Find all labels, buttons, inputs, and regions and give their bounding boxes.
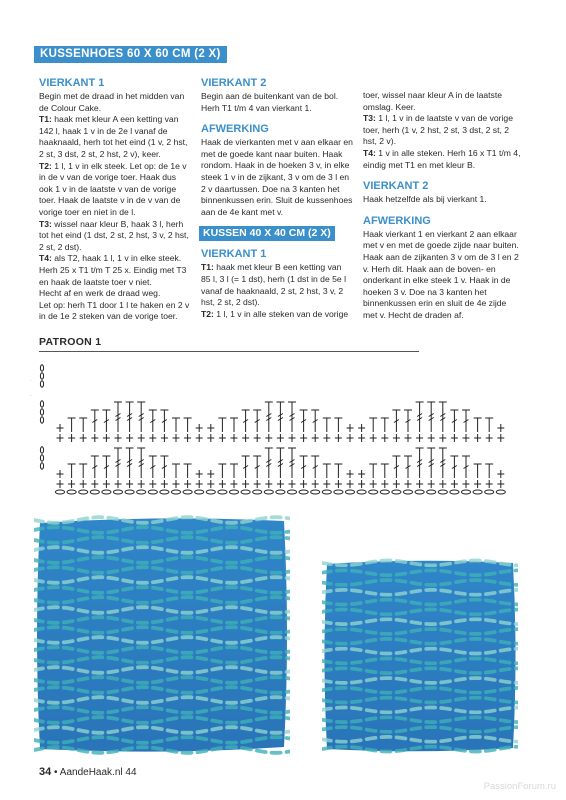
small-row-4: T4: 1 v in alle steken. Herh 16 x T1 t/m 4, eindig met T1 en met kleur B. xyxy=(363,147,521,170)
row-4: T4: als T2, haak 1 l, 1 v in elke steek. Herh 25 x T1 t/m T 25 x. Eindig met T3 en haak de laatste toer v niet. xyxy=(39,253,187,287)
vierkant-2-small-text: Haak hetzelfde als bij vierkant 1. xyxy=(363,194,487,205)
stitch-hst-r0-28 xyxy=(381,418,389,432)
page-footer xyxy=(39,766,137,778)
stitch-v-r1b-24 xyxy=(335,480,342,488)
chain-stitch-19 xyxy=(276,490,285,494)
stitch-dst-r1-33 xyxy=(439,448,447,478)
stitch-v-r1b-33 xyxy=(439,480,446,488)
chain-stitch-3 xyxy=(90,490,99,494)
stitch-v-r0b-2 xyxy=(80,434,87,442)
chain-stitch-21 xyxy=(299,490,308,494)
stitch-dst-r1-18 xyxy=(265,448,273,478)
stitch-v-r1b-28 xyxy=(381,480,388,488)
turning-chain-1-0 xyxy=(40,401,43,407)
stitch-v-r1b-9 xyxy=(161,480,168,488)
chain-stitch-31 xyxy=(415,490,424,494)
stitch-v-r0b-18 xyxy=(265,434,272,442)
stitch-v-r1b-37 xyxy=(486,480,493,488)
stitch-v-r0b-17 xyxy=(254,434,261,442)
stitch-st-r1-8 xyxy=(149,456,157,478)
turning-chain-1-1 xyxy=(40,409,43,415)
stitch-hst-r1-24 xyxy=(334,464,342,478)
stitch-hst-r1-10 xyxy=(172,464,180,478)
row-1: T1: haak met kleur A een ketting van 142 l, haak 1 v in de 2e l vanaf de haaknaald, herh tot het eind (1 v, 2 hst, 2 st, 3 dst, 2 st, 2 hst, 2 v), keer. xyxy=(39,114,188,159)
stitch-v-r1b-26 xyxy=(358,480,365,488)
stitch-v-r1-0 xyxy=(57,470,64,478)
chain-stitch-38 xyxy=(496,490,505,494)
stitch-v-r0b-37 xyxy=(486,434,493,442)
stitch-v-r0b-31 xyxy=(416,434,423,442)
stitch-v-r1b-8 xyxy=(149,480,156,488)
stitch-v-r0b-33 xyxy=(439,434,446,442)
stitch-hst-r1-14 xyxy=(218,464,226,478)
stitch-hst-r0-11 xyxy=(184,418,192,432)
stitch-st-r0-9 xyxy=(160,410,168,432)
stitch-dst-r0-32 xyxy=(427,402,435,432)
chain-stitch-4 xyxy=(102,490,111,494)
stitch-v-r1b-6 xyxy=(126,480,133,488)
stitch-v-r1b-16 xyxy=(242,480,249,488)
stitch-v-r1b-5 xyxy=(115,480,122,488)
heading-vierkant-2: VIERKANT 2 xyxy=(201,77,267,89)
stitch-v-r0-38 xyxy=(497,424,504,432)
stitch-v-r1-12 xyxy=(196,470,203,478)
chain-stitch-13 xyxy=(206,490,215,494)
issue-label: AandeHaak.nl 44 xyxy=(59,767,137,778)
stitch-v-r0b-14 xyxy=(219,434,226,442)
stitch-dst-r1-6 xyxy=(126,448,134,478)
small-row-1: T1: haak met kleur B een ketting van 85 l, 3 l (= 1 dst), herh (1 dst in de 5e l vanaf de haaknaald, 2 st, 2 hst, 3 v, 2 hst, 2 st, 2 dst). xyxy=(201,262,346,308)
stitch-v-r0b-16 xyxy=(242,434,249,442)
pillow-small-image xyxy=(322,558,518,754)
stitch-hst-r1-23 xyxy=(323,464,331,478)
pattern-rule xyxy=(39,351,419,352)
stitch-v-r1b-12 xyxy=(196,480,203,488)
chain-stitch-27 xyxy=(369,490,378,494)
stitch-st-r0-4 xyxy=(102,410,110,432)
stitch-v-r0b-28 xyxy=(381,434,388,442)
stitch-hst-r0-27 xyxy=(369,418,377,432)
pillow-large-image xyxy=(34,515,290,755)
stitch-hst-r0-23 xyxy=(323,418,331,432)
chain-stitch-23 xyxy=(322,490,331,494)
stitch-v-r1b-27 xyxy=(370,480,377,488)
stitch-st-r1-17 xyxy=(253,456,261,478)
stitch-v-r1b-34 xyxy=(451,480,458,488)
chain-stitch-8 xyxy=(148,490,157,494)
chain-stitch-16 xyxy=(241,490,250,494)
stitch-hst-r0-10 xyxy=(172,418,180,432)
chain-stitch-9 xyxy=(160,490,169,494)
stitch-v-r0b-13 xyxy=(207,434,214,442)
stitch-hst-r0-2 xyxy=(79,418,87,432)
chain-stitch-2 xyxy=(79,490,88,494)
turning-chain-2-0 xyxy=(40,447,43,453)
chain-stitch-26 xyxy=(357,490,366,494)
stitch-v-r0b-7 xyxy=(138,434,145,442)
stitch-dst-r1-32 xyxy=(427,448,435,478)
stitch-dst-r0-19 xyxy=(276,402,284,432)
chain-stitch-20 xyxy=(287,490,296,494)
stitch-v-r0b-4 xyxy=(103,434,110,442)
stitch-st-r1-35 xyxy=(462,456,470,478)
stitch-v-r0b-36 xyxy=(474,434,481,442)
stitch-v-r1b-29 xyxy=(393,480,400,488)
stitch-v-r1b-19 xyxy=(277,480,284,488)
chain-stitch-14 xyxy=(218,490,227,494)
stitch-v-r1b-32 xyxy=(428,480,435,488)
stitch-st-r0-29 xyxy=(392,410,400,432)
stitch-v-r1b-1 xyxy=(68,480,75,488)
stitch-st-r0-17 xyxy=(253,410,261,432)
stitch-v-r1b-18 xyxy=(265,480,272,488)
stitch-v-r1b-11 xyxy=(184,480,191,488)
stitch-hst-r1-2 xyxy=(79,464,87,478)
stitch-v-r0b-8 xyxy=(149,434,156,442)
stitch-st-r0-30 xyxy=(404,410,412,432)
stitch-v-r0b-22 xyxy=(312,434,319,442)
stitch-v-r1b-35 xyxy=(463,480,470,488)
stitch-st-r0-21 xyxy=(300,410,308,432)
stitch-hst-r1-36 xyxy=(474,464,482,478)
intro-text: Begin met de draad in het midden van de Colour Cake. xyxy=(39,91,185,113)
stitch-v-r0b-11 xyxy=(184,434,191,442)
stitch-dst-r0-6 xyxy=(126,402,134,432)
stitch-v-r1b-22 xyxy=(312,480,319,488)
stitch-hst-r0-14 xyxy=(218,418,226,432)
turning-chain-1-2 xyxy=(40,417,43,423)
chain-stitch-17 xyxy=(253,490,262,494)
row-2: T2: 1 l, 1 v in elk steek. Let op: de 1e v in de v van de vorige toer. Haak dus ook 1 v in de laatste v van de vorige toer. Haak de laatste v in de v van de vorige toer en niet in de l. xyxy=(39,160,187,217)
vierkant-2-text: Begin aan de buitenkant van de bol. Herh T1 t/m 4 van vierkant 1. xyxy=(201,91,339,113)
crochet-chart xyxy=(30,360,510,500)
stitch-v-r1b-23 xyxy=(323,480,330,488)
stitch-dst-r1-19 xyxy=(276,448,284,478)
stitch-v-r0b-3 xyxy=(91,434,98,442)
stitch-dst-r0-18 xyxy=(265,402,273,432)
turning-chain-0-1 xyxy=(40,373,43,379)
chain-stitch-7 xyxy=(137,490,146,494)
chain-stitch-12 xyxy=(195,490,204,494)
heading-vierkant-2-small: VIERKANT 2 xyxy=(363,180,429,193)
stitch-v-r1b-17 xyxy=(254,480,261,488)
chain-stitch-29 xyxy=(392,490,401,494)
stitch-v-r1b-38 xyxy=(497,480,504,488)
stitch-v-r1b-31 xyxy=(416,480,423,488)
pattern-title: PATROON 1 xyxy=(39,336,102,348)
stitch-st-r1-22 xyxy=(311,456,319,478)
chain-stitch-28 xyxy=(380,490,389,494)
turning-chain-2-1 xyxy=(40,455,43,461)
stitch-dst-r0-31 xyxy=(416,402,424,432)
watermark: PassionForum.ru xyxy=(483,781,556,792)
chain-stitch-15 xyxy=(229,490,238,494)
stitch-v-r1b-4 xyxy=(103,480,110,488)
stitch-v-r0-25 xyxy=(347,424,354,432)
stitch-v-r1-26 xyxy=(358,470,365,478)
stitch-st-r0-34 xyxy=(450,410,458,432)
chain-stitch-36 xyxy=(473,490,482,494)
chain-stitch-6 xyxy=(125,490,134,494)
chain-stitch-5 xyxy=(113,490,122,494)
stitch-v-r0b-0 xyxy=(57,434,64,442)
stitch-v-r1b-30 xyxy=(405,480,412,488)
stitch-st-r1-4 xyxy=(102,456,110,478)
stitch-v-r0b-9 xyxy=(161,434,168,442)
section-banner: KUSSENHOES 60 X 60 CM (2 X) xyxy=(34,46,227,63)
stitch-v-r0b-21 xyxy=(300,434,307,442)
stitch-st-r0-22 xyxy=(311,410,319,432)
small-row-2: T2: 1 l, 1 v in alle steken van de vorige xyxy=(201,308,349,319)
stitch-dst-r1-31 xyxy=(416,448,424,478)
stitch-v-r1b-36 xyxy=(474,480,481,488)
stitch-v-r1b-3 xyxy=(91,480,98,488)
chain-stitch-18 xyxy=(264,490,273,494)
note-line: Let op: herh T1 door 1 l te haken en 2 v in de 1e 2 steken van de vorige toer. xyxy=(39,299,190,322)
stitch-v-r0b-12 xyxy=(196,434,203,442)
stitch-hst-r0-37 xyxy=(485,418,493,432)
page-number: 34 xyxy=(39,766,52,778)
footer-bullet: • xyxy=(54,767,58,778)
stitch-v-r0b-6 xyxy=(126,434,133,442)
afwerking-text: Haak de vierkanten met v aan elkaar en met de goede kant naar buiten. Haak rondom. Haak in de hoeken 3 v, in elke steek 1 v in de zijkant, 3 v om de 3 l en 2 v daartussen. Doe na 3 kanten het binnenkussen erin. Sluit de kussenhoes aan de 4e kant met v. xyxy=(201,137,353,217)
chain-stitch-35 xyxy=(461,490,470,494)
stitch-v-r0b-1 xyxy=(68,434,75,442)
stitch-v-r1b-20 xyxy=(289,480,296,488)
chain-stitch-34 xyxy=(450,490,459,494)
stitch-hst-r0-36 xyxy=(474,418,482,432)
stitch-v-r1-13 xyxy=(207,470,214,478)
chain-stitch-0 xyxy=(55,490,64,494)
stitch-v-r0b-10 xyxy=(173,434,180,442)
finish-line: Hecht af en werk de draad weg. xyxy=(39,288,161,299)
stitch-v-r0-13 xyxy=(207,424,214,432)
stitch-hst-r1-1 xyxy=(68,464,76,478)
stitch-v-r0b-29 xyxy=(393,434,400,442)
stitch-st-r1-21 xyxy=(300,456,308,478)
afwerking-small-text: Haak vierkant 1 en vierkant 2 aan elkaar met v en met de goede zijde naar buiten. Haak aan de zijkanten 3 v om de 3 l en 2 v. Herh dit. Haak aan de boven- en onderkant in elke steek 1 v. Haak in de hoeken 3 v. Doe na 3 kanten het binnenkussen erin en sluit de 4e zijde met v. Hecht de draden af. xyxy=(363,228,519,320)
stitch-v-r0b-32 xyxy=(428,434,435,442)
stitch-st-r0-8 xyxy=(149,410,157,432)
stitch-dst-r0-33 xyxy=(439,402,447,432)
heading-afwerking-small: AFWERKING xyxy=(363,214,431,227)
stitch-v-r0b-26 xyxy=(358,434,365,442)
stitch-v-r1-25 xyxy=(347,470,354,478)
row-3: T3: wissel naar kleur B, haak 3 l, herh tot het eind (1 dst, 2 st, 2 hst, 3 v, 2 hst, 2 st, 2 dst). xyxy=(39,218,189,252)
stitch-hst-r0-15 xyxy=(230,418,238,432)
stitch-hst-r1-15 xyxy=(230,464,238,478)
heading-vierkant-1: VIERKANT 1 xyxy=(39,77,105,89)
stitch-v-r1b-10 xyxy=(173,480,180,488)
column-3 xyxy=(363,90,523,322)
column-1 xyxy=(39,76,191,323)
stitch-hst-r0-24 xyxy=(334,418,342,432)
stitch-v-r0b-23 xyxy=(323,434,330,442)
chain-stitch-22 xyxy=(311,490,320,494)
stitch-dst-r1-5 xyxy=(114,448,122,478)
stitch-dst-r1-7 xyxy=(137,448,145,478)
chain-stitch-33 xyxy=(438,490,447,494)
stitch-v-r0-12 xyxy=(196,424,203,432)
stitch-hst-r1-37 xyxy=(485,464,493,478)
stitch-hst-r1-11 xyxy=(184,464,192,478)
sub-section-banner: KUSSEN 40 X 40 CM (2 X) xyxy=(199,226,335,241)
chain-stitch-32 xyxy=(427,490,436,494)
chain-stitch-1 xyxy=(67,490,76,494)
stitch-st-r1-34 xyxy=(450,456,458,478)
stitch-v-r0b-5 xyxy=(115,434,122,442)
stitch-st-r1-30 xyxy=(404,456,412,478)
stitch-v-r1b-15 xyxy=(231,480,238,488)
stitch-st-r1-29 xyxy=(392,456,400,478)
chain-stitch-10 xyxy=(171,490,180,494)
heading-afwerking: AFWERKING xyxy=(201,123,269,136)
small-row-3: T3: 1 l, 1 v in de laatste v van de vorige toer, herh (1 v, 2 hst, 2 st, 3 dst, 2 st, 2 hst, 2 v). xyxy=(363,113,513,147)
stitch-st-r1-16 xyxy=(242,456,250,478)
chain-stitch-24 xyxy=(334,490,343,494)
stitch-dst-r0-7 xyxy=(137,402,145,432)
turning-chain-0-0 xyxy=(40,365,43,371)
continued-text: toer, wissel naar kleur A in de laatste omslag. Keer. xyxy=(363,90,503,112)
stitch-hst-r0-1 xyxy=(68,418,76,432)
stitch-v-r0b-24 xyxy=(335,434,342,442)
stitch-v-r0b-20 xyxy=(289,434,296,442)
stitch-st-r0-35 xyxy=(462,410,470,432)
stitch-st-r1-3 xyxy=(91,456,99,478)
column-2 xyxy=(201,76,353,320)
stitch-hst-r1-27 xyxy=(369,464,377,478)
stitch-v-r0b-30 xyxy=(405,434,412,442)
stitch-dst-r1-20 xyxy=(288,448,296,478)
stitch-v-r0b-19 xyxy=(277,434,284,442)
stitch-v-r1b-25 xyxy=(347,480,354,488)
turning-chain-0-2 xyxy=(40,381,43,387)
stitch-v-r1b-0 xyxy=(57,480,64,488)
stitch-v-r1b-13 xyxy=(207,480,214,488)
chain-stitch-30 xyxy=(403,490,412,494)
stitch-hst-r1-28 xyxy=(381,464,389,478)
stitch-v-r0b-38 xyxy=(497,434,504,442)
stitch-v-r0b-25 xyxy=(347,434,354,442)
stitch-v-r1b-21 xyxy=(300,480,307,488)
stitch-st-r0-3 xyxy=(91,410,99,432)
stitch-v-r0b-15 xyxy=(231,434,238,442)
stitch-v-r0-26 xyxy=(358,424,365,432)
stitch-dst-r0-5 xyxy=(114,402,122,432)
turning-chain-2-2 xyxy=(40,463,43,469)
stitch-v-r0-0 xyxy=(57,424,64,432)
chain-stitch-11 xyxy=(183,490,192,494)
stitch-dst-r0-20 xyxy=(288,402,296,432)
stitch-v-r1b-7 xyxy=(138,480,145,488)
chain-stitch-25 xyxy=(345,490,354,494)
stitch-v-r1b-2 xyxy=(80,480,87,488)
stitch-v-r1b-14 xyxy=(219,480,226,488)
stitch-st-r1-9 xyxy=(160,456,168,478)
chain-stitch-37 xyxy=(485,490,494,494)
stitch-st-r0-16 xyxy=(242,410,250,432)
stitch-v-r0b-35 xyxy=(463,434,470,442)
stitch-v-r0b-34 xyxy=(451,434,458,442)
stitch-v-r1-38 xyxy=(497,470,504,478)
stitch-v-r0b-27 xyxy=(370,434,377,442)
heading-vierkant-1-small: VIERKANT 1 xyxy=(201,248,267,261)
